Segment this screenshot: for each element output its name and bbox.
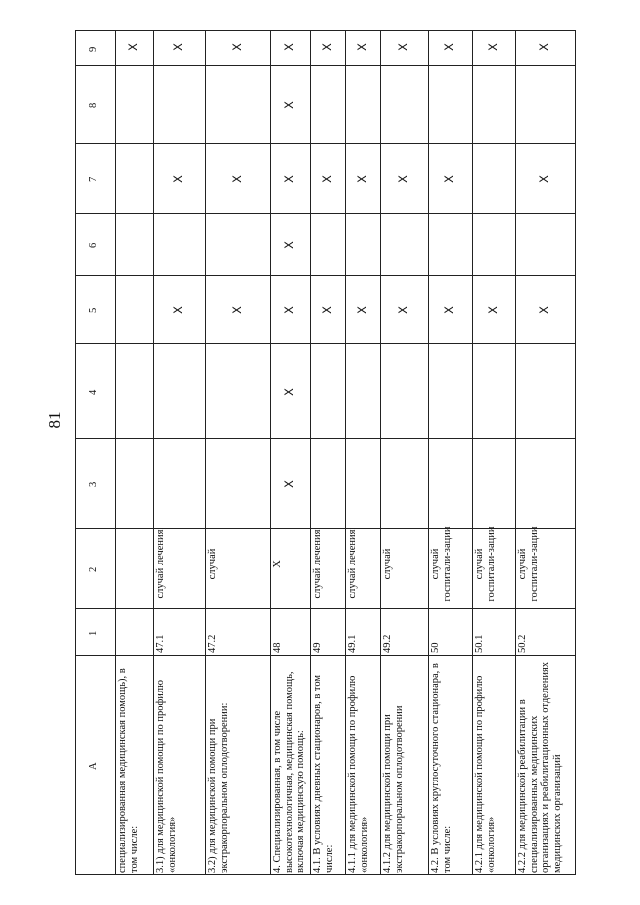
not-applicable-mark: Х (536, 43, 551, 51)
row-unit: случай госпитали-зации (430, 526, 453, 602)
not-applicable-mark: Х (441, 43, 456, 51)
table-column-divider (75, 655, 575, 656)
column-header: 2 (88, 566, 99, 572)
not-applicable-mark: Х (281, 101, 296, 109)
row-label: 4.1.2 для медицинской помощи при экстракорпоральном оплодотворении (382, 705, 405, 873)
table-column-divider (75, 608, 575, 609)
column-header: 1 (88, 630, 99, 636)
not-applicable-mark: Х (170, 306, 185, 314)
not-applicable-mark: Х (395, 306, 410, 314)
row-label: 4.2.1 для медицинской помощи по профилю «онкология» (474, 675, 497, 873)
table-row-divider (310, 30, 311, 875)
table-row-divider (270, 30, 271, 875)
table-column-divider (75, 275, 575, 276)
table-row-divider (380, 30, 381, 875)
not-applicable-mark: Х (170, 175, 185, 183)
row-unit: случай (382, 548, 393, 580)
not-applicable-mark: Х (395, 43, 410, 51)
row-unit: случай госпитали-зации (474, 526, 497, 602)
row-unit: случай лечения (155, 529, 166, 599)
row-code: 50.1 (474, 634, 485, 653)
not-applicable-mark: Х (281, 306, 296, 314)
rotated-data-table (75, 30, 575, 875)
not-applicable-mark: Х (319, 306, 334, 314)
row-label: 4.1. В условиях дневных стационаров, в том числе: (312, 674, 335, 873)
table-column-divider (75, 343, 575, 344)
column-header: 7 (88, 176, 99, 182)
table-row-divider (75, 30, 76, 875)
row-unit: случай госпитали-зации (517, 526, 540, 602)
not-applicable-mark: Х (229, 43, 244, 51)
table-row-divider (205, 30, 206, 875)
not-applicable-mark: Х (354, 43, 369, 51)
not-applicable-mark: Х (354, 175, 369, 183)
not-applicable-mark: Х (281, 175, 296, 183)
not-applicable-mark: Х (170, 43, 185, 51)
not-applicable-mark: Х (354, 306, 369, 314)
table-column-divider (75, 143, 575, 144)
row-unit: случай (207, 548, 218, 580)
column-header: 3 (88, 481, 99, 487)
table-column-divider (75, 438, 575, 439)
row-code: 49.1 (347, 634, 358, 653)
row-code: 47.2 (207, 634, 218, 653)
column-header: А (88, 762, 99, 770)
not-applicable-mark: Х (281, 480, 296, 488)
not-applicable-mark: Х (441, 175, 456, 183)
table-row-divider (115, 30, 116, 875)
table-column-divider (75, 528, 575, 529)
not-applicable-mark: Х (536, 306, 551, 314)
row-code: 50 (430, 642, 441, 653)
row-code: 50.2 (517, 634, 528, 653)
row-code: 49 (312, 642, 323, 653)
not-applicable-mark: Х (441, 306, 456, 314)
column-header: 5 (88, 307, 99, 313)
row-code: 48 (272, 642, 283, 653)
row-code: 47.1 (155, 634, 166, 653)
row-label: 4.1.1 для медицинской помощи по профилю «онкология» (347, 675, 370, 873)
table-row-divider (428, 30, 429, 875)
not-applicable-mark: Х (281, 387, 296, 396)
row-unit: случай лечения (312, 529, 323, 599)
table-column-divider (75, 30, 575, 31)
row-label: специализированная медицинская помощь), в том числе: (117, 668, 140, 873)
not-applicable-mark: Х (395, 175, 410, 183)
table-row-divider (153, 30, 154, 875)
not-applicable-mark: Х (229, 306, 244, 314)
table-row-divider (472, 30, 473, 875)
column-header: 9 (88, 46, 99, 52)
not-applicable-mark: Х (229, 175, 244, 183)
not-applicable-mark: Х (485, 43, 500, 51)
table-column-divider (75, 874, 575, 875)
row-label: 3.2) для медицинской помощи при экстракорпоральном оплодотворении: (207, 702, 230, 873)
not-applicable-mark: Х (485, 306, 500, 314)
table-column-divider (75, 65, 575, 66)
not-applicable-mark: Х (319, 175, 334, 183)
not-applicable-mark: Х (125, 43, 140, 51)
row-label: 4.2.2 для медицинской реабилитации в специализированных медицинских организациях и реабилитационных отделениях медицинских организаций (517, 661, 563, 873)
column-header: 6 (88, 242, 99, 248)
table-row-divider (575, 30, 576, 875)
row-unit: случай лечения (347, 529, 358, 599)
column-header: 4 (88, 389, 99, 395)
not-applicable-mark: Х (281, 241, 296, 249)
not-applicable-mark: Х (319, 43, 334, 51)
row-unit: Х (272, 560, 283, 568)
page-number: 81 (45, 411, 64, 429)
table-column-divider (75, 213, 575, 214)
table-row-divider (345, 30, 346, 875)
not-applicable-mark: Х (536, 175, 551, 183)
not-applicable-mark: Х (281, 43, 296, 51)
row-label: 3.1) для медицинской помощи по профилю «онкология» (155, 679, 178, 873)
table-row-divider (515, 30, 516, 875)
row-label: 4.2. В условиях круглосуточного стационара, в том числе: (430, 663, 453, 873)
column-header: 8 (88, 102, 99, 108)
row-label: 4. Специализированная, в том числе высокотехнологичная, медицинская помощь, включая медицинскую помощь: (272, 671, 307, 873)
row-code: 49.2 (382, 634, 393, 653)
